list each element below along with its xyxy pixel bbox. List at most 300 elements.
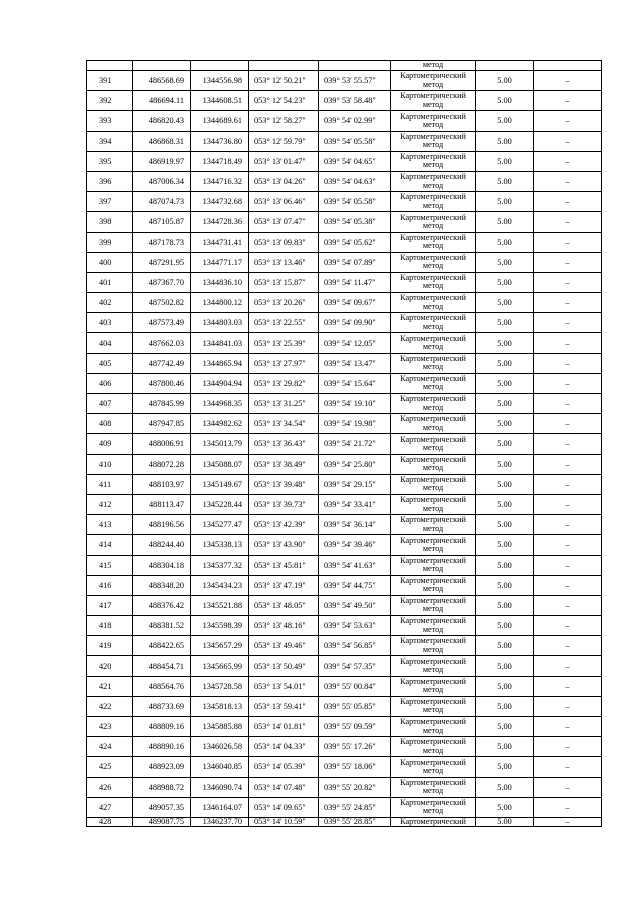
precision-cell: 5.00 <box>476 717 534 737</box>
method-cell: Картометрический метод <box>391 515 476 535</box>
longitude-cell: 039° 54' 04.65" <box>319 151 391 171</box>
point-number-cell: 402 <box>87 293 133 313</box>
point-number-cell: 396 <box>87 171 133 191</box>
empty-value-cell: – <box>534 757 602 777</box>
precision-cell: 5.00 <box>476 636 534 656</box>
latitude-cell: 053° 13' 59.41" <box>249 696 319 716</box>
method-cell: Картометрический метод <box>391 212 476 232</box>
latitude-cell: 053° 14' 05.39" <box>249 757 319 777</box>
point-number-cell: 421 <box>87 676 133 696</box>
y-coordinate-cell: 1345885.88 <box>191 717 249 737</box>
empty-value-cell: – <box>534 616 602 636</box>
precision-cell: 5.00 <box>476 817 534 826</box>
table-row <box>87 232 602 252</box>
y-coordinate-cell: 1345521.88 <box>191 595 249 615</box>
latitude-cell: 053° 13' 15.87" <box>249 272 319 292</box>
point-number-cell: 408 <box>87 414 133 434</box>
point-number-cell: 428 <box>87 817 133 826</box>
latitude-cell: 053° 13' 48.16" <box>249 616 319 636</box>
precision-cell: 5.00 <box>476 293 534 313</box>
precision-cell: 5.00 <box>476 232 534 252</box>
point-number-cell: 422 <box>87 696 133 716</box>
empty-value-cell: – <box>534 777 602 797</box>
latitude-cell: 053° 13' 50.49" <box>249 656 319 676</box>
y-coordinate-cell: 1344556.98 <box>191 71 249 91</box>
empty-value-cell: – <box>534 414 602 434</box>
empty-value-cell: – <box>534 333 602 353</box>
precision-cell: 5.00 <box>476 454 534 474</box>
method-cell: Картометрический метод <box>391 797 476 817</box>
point-number-cell: 405 <box>87 353 133 373</box>
table-row <box>87 474 602 494</box>
latitude-cell: 053° 13' 20.26" <box>249 293 319 313</box>
point-number-cell: 393 <box>87 111 133 131</box>
point-number-cell: 397 <box>87 192 133 212</box>
y-coordinate-cell: 1344803.03 <box>191 313 249 333</box>
y-coordinate-cell: 1345149.67 <box>191 474 249 494</box>
latitude-cell: 053° 13' 31.25" <box>249 394 319 414</box>
latitude-cell: 053° 14' 04.33" <box>249 737 319 757</box>
empty-value-cell: – <box>534 535 602 555</box>
latitude-cell: 053° 14' 09.65" <box>249 797 319 817</box>
x-coordinate-cell: 488454.71 <box>133 656 191 676</box>
x-coordinate-cell: 487573.49 <box>133 313 191 333</box>
table-row <box>87 555 602 575</box>
table-row <box>87 656 602 676</box>
latitude-cell: 053° 13' 29.82" <box>249 373 319 393</box>
latitude-cell: 053° 13' 48.05" <box>249 595 319 615</box>
point-number-cell: 417 <box>87 595 133 615</box>
y-coordinate-cell: 1346164.07 <box>191 797 249 817</box>
method-cell: Картометрический метод <box>391 111 476 131</box>
x-coordinate-cell: 487502.82 <box>133 293 191 313</box>
empty-value-cell: – <box>534 394 602 414</box>
latitude-cell: 053° 14' 10.59" <box>249 817 319 826</box>
y-coordinate-cell: 1344732.68 <box>191 192 249 212</box>
longitude-cell: 039° 54' 29.15" <box>319 474 391 494</box>
method-cell: Картометрический метод <box>391 777 476 797</box>
x-coordinate-cell: 488733.69 <box>133 696 191 716</box>
coordinates-table <box>86 60 602 827</box>
table-row <box>87 353 602 373</box>
method-cell: Картометрический метод <box>391 394 476 414</box>
latitude-cell: 053° 13' 42.39" <box>249 515 319 535</box>
method-cell: Картометрический метод <box>391 131 476 151</box>
empty-value-cell: – <box>534 232 602 252</box>
y-coordinate-cell: 1345818.13 <box>191 696 249 716</box>
latitude-cell: 053° 12' 58.27" <box>249 111 319 131</box>
table-row <box>87 131 602 151</box>
empty-value-cell: – <box>534 817 602 826</box>
precision-cell: 5.00 <box>476 515 534 535</box>
latitude-cell: 053° 13' 45.81" <box>249 555 319 575</box>
y-coordinate-cell: 1345598.39 <box>191 616 249 636</box>
point-number-cell: 416 <box>87 575 133 595</box>
longitude-cell: 039° 55' 18.06" <box>319 757 391 777</box>
longitude-cell: 039° 54' 11.47" <box>319 272 391 292</box>
x-coordinate-cell: 488244.40 <box>133 535 191 555</box>
longitude-cell: 039° 54' 02.99" <box>319 111 391 131</box>
empty-value-cell: – <box>534 717 602 737</box>
point-number-cell: 419 <box>87 636 133 656</box>
x-coordinate-cell: 487291.95 <box>133 252 191 272</box>
empty-value-cell: – <box>534 737 602 757</box>
precision-cell: 5.00 <box>476 737 534 757</box>
y-coordinate-cell: 1344718.49 <box>191 151 249 171</box>
x-coordinate-cell: 488113.47 <box>133 494 191 514</box>
longitude-cell: 039° 54' 41.63" <box>319 555 391 575</box>
table-row <box>87 636 602 656</box>
point-number-cell: 409 <box>87 434 133 454</box>
x-coordinate-cell: 487178.73 <box>133 232 191 252</box>
x-coordinate-cell: 488422.65 <box>133 636 191 656</box>
precision-cell: 5.00 <box>476 757 534 777</box>
method-cell: Картометрический метод <box>391 737 476 757</box>
table-row <box>87 797 602 817</box>
table-row <box>87 373 602 393</box>
method-cell: Картометрический метод <box>391 535 476 555</box>
longitude-cell: 039° 53' 58.48" <box>319 91 391 111</box>
empty-value-cell: – <box>534 111 602 131</box>
precision-cell: 5.00 <box>476 616 534 636</box>
latitude-cell: 053° 13' 27.97" <box>249 353 319 373</box>
method-cell: Картометрический метод <box>391 71 476 91</box>
empty-value-cell: – <box>534 595 602 615</box>
method-cell: Картометрический метод <box>391 414 476 434</box>
precision-cell: 5.00 <box>476 151 534 171</box>
latitude-cell: 053° 13' 38.49" <box>249 454 319 474</box>
longitude-cell: 039° 54' 15.64" <box>319 373 391 393</box>
longitude-cell: 039° 55' 09.59" <box>319 717 391 737</box>
table-row <box>87 171 602 191</box>
method-cell: Картометрический метод <box>391 171 476 191</box>
x-coordinate-cell: 486568.69 <box>133 71 191 91</box>
precision-cell: 5.00 <box>476 575 534 595</box>
precision-cell: 5.00 <box>476 192 534 212</box>
precision-cell: 5.00 <box>476 696 534 716</box>
longitude-cell: 039° 53' 55.57" <box>319 71 391 91</box>
point-number-cell: 391 <box>87 71 133 91</box>
point-number-cell: 403 <box>87 313 133 333</box>
x-coordinate-cell: 488376.42 <box>133 595 191 615</box>
latitude-cell: 053° 13' 25.39" <box>249 333 319 353</box>
y-coordinate-cell: 1344865.94 <box>191 353 249 373</box>
empty-value-cell: – <box>534 272 602 292</box>
table-row <box>87 575 602 595</box>
method-cell: Картометрический метод <box>391 474 476 494</box>
longitude-cell: 039° 55' 20.82" <box>319 777 391 797</box>
point-number-cell: 424 <box>87 737 133 757</box>
method-cell: Картометрический метод <box>391 696 476 716</box>
table-row <box>87 494 602 514</box>
y-coordinate-cell: 1345013.79 <box>191 434 249 454</box>
empty-value-cell: – <box>534 454 602 474</box>
empty-value-cell: – <box>534 373 602 393</box>
y-coordinate-cell: 1345277.47 <box>191 515 249 535</box>
x-coordinate-cell: 487006.34 <box>133 171 191 191</box>
table-row <box>87 676 602 696</box>
x-coordinate-cell: 488304.18 <box>133 555 191 575</box>
y-coordinate-cell: 1344968.35 <box>191 394 249 414</box>
point-number-cell: 398 <box>87 212 133 232</box>
method-cell: Картометрический метод <box>391 151 476 171</box>
longitude-cell: 039° 54' 05.58" <box>319 192 391 212</box>
y-coordinate-cell: 1346040.85 <box>191 757 249 777</box>
longitude-cell: 039° 54' 05.58" <box>319 131 391 151</box>
point-number-cell: 411 <box>87 474 133 494</box>
precision-cell: 5.00 <box>476 131 534 151</box>
table-row <box>87 91 602 111</box>
coordinates-table-page <box>86 60 601 827</box>
longitude-cell: 039° 54' 21.72" <box>319 434 391 454</box>
longitude-cell: 039° 55' 05.85" <box>319 696 391 716</box>
x-coordinate-cell: 488890.16 <box>133 737 191 757</box>
y-coordinate-cell: 1345657.29 <box>191 636 249 656</box>
table-row <box>87 737 602 757</box>
precision-cell: 5.00 <box>476 394 534 414</box>
x-coordinate-cell: 488348.20 <box>133 575 191 595</box>
y-coordinate-cell: 1345228.44 <box>191 494 249 514</box>
empty-value-cell: – <box>534 91 602 111</box>
method-cell: Картометрический метод <box>391 454 476 474</box>
x-coordinate-cell: 487845.99 <box>133 394 191 414</box>
latitude-cell: 053° 14' 01.81" <box>249 717 319 737</box>
longitude-cell: 039° 55' 17.26" <box>319 737 391 757</box>
latitude-cell: 053° 13' 36.43" <box>249 434 319 454</box>
x-coordinate-cell: 487074.73 <box>133 192 191 212</box>
y-coordinate-cell: 1345088.07 <box>191 454 249 474</box>
table-row <box>87 272 602 292</box>
x-coordinate-cell: 488809.16 <box>133 717 191 737</box>
point-number-cell: 412 <box>87 494 133 514</box>
point-number-cell: 401 <box>87 272 133 292</box>
precision-cell: 5.00 <box>476 474 534 494</box>
longitude-cell: 039° 54' 36.14" <box>319 515 391 535</box>
table-row <box>87 111 602 131</box>
empty-value-cell: – <box>534 575 602 595</box>
latitude-cell: 053° 13' 39.73" <box>249 494 319 514</box>
latitude-cell: 053° 13' 07.47" <box>249 212 319 232</box>
precision-cell: 5.00 <box>476 797 534 817</box>
table-row <box>87 454 602 474</box>
x-coordinate-cell: 488988.72 <box>133 777 191 797</box>
y-coordinate-cell: 1345434.23 <box>191 575 249 595</box>
empty-value-cell: – <box>534 353 602 373</box>
x-coordinate-cell: 488196.56 <box>133 515 191 535</box>
x-coordinate-cell: 487742.49 <box>133 353 191 373</box>
longitude-cell: 039° 54' 39.46" <box>319 535 391 555</box>
precision-cell: 5.00 <box>476 434 534 454</box>
x-coordinate-cell: 488923.09 <box>133 757 191 777</box>
point-number-cell: 406 <box>87 373 133 393</box>
table-row <box>87 333 602 353</box>
longitude-cell: 039° 55' 28.85" <box>319 817 391 826</box>
method-cell: Картометрический метод <box>391 313 476 333</box>
method-cell: Картометрический метод <box>391 373 476 393</box>
y-coordinate-cell: 1344800.12 <box>191 293 249 313</box>
y-coordinate-cell: 1344689.61 <box>191 111 249 131</box>
x-coordinate-cell: 488006.91 <box>133 434 191 454</box>
method-cell: Картометрический метод <box>391 252 476 272</box>
table-row <box>87 595 602 615</box>
x-coordinate-cell: 487947.85 <box>133 414 191 434</box>
longitude-cell: 039° 54' 05.62" <box>319 232 391 252</box>
point-number-cell: 425 <box>87 757 133 777</box>
y-coordinate-cell: 1345728.58 <box>191 676 249 696</box>
longitude-cell: 039° 54' 44.75" <box>319 575 391 595</box>
precision-cell: 5.00 <box>476 555 534 575</box>
method-cell: Картометрический метод <box>391 555 476 575</box>
method-cell: Картометрический метод <box>391 616 476 636</box>
empty-value-cell: – <box>534 131 602 151</box>
method-cell: Картометрический метод <box>391 575 476 595</box>
empty-value-cell: – <box>534 252 602 272</box>
latitude-cell: 053° 13' 04.26" <box>249 171 319 191</box>
longitude-cell: 039° 55' 24.85" <box>319 797 391 817</box>
empty-value-cell: – <box>534 515 602 535</box>
empty-value-cell: – <box>534 171 602 191</box>
latitude-cell: 053° 12' 54.23" <box>249 91 319 111</box>
x-coordinate-cell: 488381.52 <box>133 616 191 636</box>
longitude-cell: 039° 54' 33.41" <box>319 494 391 514</box>
table-row <box>87 192 602 212</box>
table-row <box>87 293 602 313</box>
longitude-cell: 039° 54' 19.10" <box>319 394 391 414</box>
method-cell: Картометрический <box>391 817 476 826</box>
longitude-cell: 039° 54' 25.80" <box>319 454 391 474</box>
x-coordinate-cell: 488564.76 <box>133 676 191 696</box>
x-coordinate-cell: 489057.35 <box>133 797 191 817</box>
empty-value-cell: – <box>534 636 602 656</box>
method-cell: Картометрический метод <box>391 656 476 676</box>
point-number-cell: 407 <box>87 394 133 414</box>
table-row <box>87 252 602 272</box>
y-coordinate-cell: 1344716.32 <box>191 171 249 191</box>
method-cell: Картометрический метод <box>391 434 476 454</box>
latitude-cell: 053° 12' 59.79" <box>249 131 319 151</box>
precision-cell: 5.00 <box>476 171 534 191</box>
latitude-cell: 053° 13' 47.19" <box>249 575 319 595</box>
y-coordinate-cell: 1346026.58 <box>191 737 249 757</box>
longitude-cell: 039° 54' 13.47" <box>319 353 391 373</box>
latitude-cell: 053° 13' 39.48" <box>249 474 319 494</box>
precision-cell: 5.00 <box>476 414 534 434</box>
longitude-cell: 039° 54' 57.35" <box>319 656 391 676</box>
table-row <box>87 696 602 716</box>
latitude-cell: 053° 13' 49.46" <box>249 636 319 656</box>
method-cell: Картометрический метод <box>391 676 476 696</box>
x-coordinate-cell: 486868.31 <box>133 131 191 151</box>
table-row <box>87 817 602 826</box>
table-row <box>87 434 602 454</box>
precision-cell: 5.00 <box>476 777 534 797</box>
empty-value-cell: – <box>534 656 602 676</box>
longitude-cell: 039° 55' 00.84" <box>319 676 391 696</box>
longitude-cell: 039° 54' 53.63" <box>319 616 391 636</box>
latitude-cell: 053° 13' 13.46" <box>249 252 319 272</box>
table-row <box>87 535 602 555</box>
table-row <box>87 212 602 232</box>
empty-value-cell: – <box>534 474 602 494</box>
method-cell: Картометрический метод <box>391 272 476 292</box>
y-coordinate-cell: 1344728.36 <box>191 212 249 232</box>
point-number-cell: 418 <box>87 616 133 636</box>
longitude-cell: 039° 54' 49.50" <box>319 595 391 615</box>
latitude-cell: 053° 14' 07.48" <box>249 777 319 797</box>
precision-cell: 5.00 <box>476 111 534 131</box>
x-coordinate-cell: 486919.97 <box>133 151 191 171</box>
longitude-cell: 039° 54' 19.98" <box>319 414 391 434</box>
empty-value-cell: – <box>534 313 602 333</box>
precision-cell: 5.00 <box>476 353 534 373</box>
method-cell: Картометрический метод <box>391 595 476 615</box>
x-coordinate-cell: 487105.87 <box>133 212 191 232</box>
empty-value-cell: – <box>534 676 602 696</box>
y-coordinate-cell: 1345338.13 <box>191 535 249 555</box>
precision-cell: 5.00 <box>476 494 534 514</box>
precision-cell: 5.00 <box>476 373 534 393</box>
empty-value-cell: – <box>534 151 602 171</box>
latitude-cell: 053° 13' 34.54" <box>249 414 319 434</box>
method-cell: Картометрический метод <box>391 192 476 212</box>
table-row <box>87 717 602 737</box>
method-cell: Картометрический метод <box>391 353 476 373</box>
table-row <box>87 616 602 636</box>
empty-value-cell: – <box>534 293 602 313</box>
continued-row <box>87 61 602 71</box>
y-coordinate-cell: 1344736.80 <box>191 131 249 151</box>
x-coordinate-cell: 489087.75 <box>133 817 191 826</box>
point-number-cell: 400 <box>87 252 133 272</box>
x-coordinate-cell: 488072.28 <box>133 454 191 474</box>
method-cell: метод <box>391 61 476 71</box>
y-coordinate-cell: 1344982.62 <box>191 414 249 434</box>
precision-cell: 5.00 <box>476 212 534 232</box>
precision-cell: 5.00 <box>476 252 534 272</box>
y-coordinate-cell: 1346237.70 <box>191 817 249 826</box>
point-number-cell: 420 <box>87 656 133 676</box>
method-cell: Картометрический метод <box>391 333 476 353</box>
latitude-cell: 053° 13' 01.47" <box>249 151 319 171</box>
method-cell: Картометрический метод <box>391 494 476 514</box>
point-number-cell: 392 <box>87 91 133 111</box>
table-row <box>87 515 602 535</box>
empty-value-cell: – <box>534 797 602 817</box>
precision-cell: 5.00 <box>476 91 534 111</box>
longitude-cell: 039° 54' 07.89" <box>319 252 391 272</box>
point-number-cell: 399 <box>87 232 133 252</box>
empty-value-cell: – <box>534 192 602 212</box>
point-number-cell: 414 <box>87 535 133 555</box>
x-coordinate-cell: 486694.11 <box>133 91 191 111</box>
method-cell: Картометрический метод <box>391 757 476 777</box>
latitude-cell: 053° 13' 43.90" <box>249 535 319 555</box>
y-coordinate-cell: 1345377.32 <box>191 555 249 575</box>
empty-value-cell: – <box>534 696 602 716</box>
method-cell: Картометрический метод <box>391 232 476 252</box>
method-cell: Картометрический метод <box>391 636 476 656</box>
x-coordinate-cell: 488103.97 <box>133 474 191 494</box>
point-number-cell: 423 <box>87 717 133 737</box>
y-coordinate-cell: 1344771.17 <box>191 252 249 272</box>
y-coordinate-cell: 1344904.94 <box>191 373 249 393</box>
latitude-cell: 053° 13' 06.46" <box>249 192 319 212</box>
empty-value-cell: – <box>534 494 602 514</box>
latitude-cell: 053° 12' 50.21" <box>249 71 319 91</box>
longitude-cell: 039° 54' 05.38" <box>319 212 391 232</box>
table-row <box>87 71 602 91</box>
longitude-cell: 039° 54' 56.85" <box>319 636 391 656</box>
